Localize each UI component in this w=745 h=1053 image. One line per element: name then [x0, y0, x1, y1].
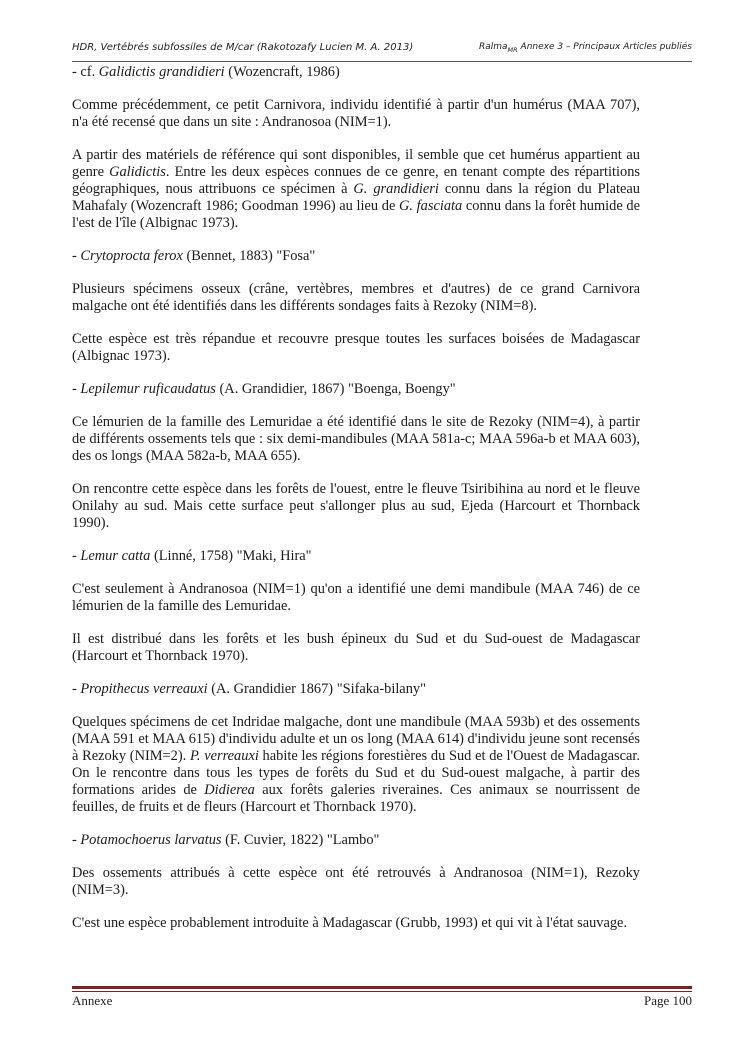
paragraph — [72, 331, 640, 365]
text-run: (A. Grandidier, 1867) "Boenga, Boengy" — [215, 381, 456, 397]
text-run: Plusieurs spécimens osseux (crâne, vertèbres, membres et d'autres) de ce grand Carnivora malgache ont été identifiés dans les différents sondages faits à Rezoky (NIM=8). — [72, 281, 640, 314]
footer-label: Annexe — [72, 993, 113, 1008]
document-body — [72, 64, 640, 932]
text-run: connu dans la région du Plateau Mahafaly (Wozencraft 1986; Goodman 1996) au lieu de — [72, 181, 640, 214]
text-run: (Bennet, 1883) "Fosa" — [182, 248, 316, 264]
italic-run: Galidictis — [109, 164, 166, 180]
text-run: (A. Grandidier 1867) "Sifaka-bilany" — [207, 681, 426, 697]
paragraph — [72, 631, 640, 665]
species-heading — [72, 248, 640, 265]
text-run: Cette espèce est très répandue et recouvre presque toutes les surfaces boisées de Madagascar (Albignac 1973). — [72, 331, 640, 364]
text-run: Comme précédemment, ce petit Carnivora, individu identifié à partir d'un humérus (MAA 707), n'a été recensé que dans un site : Andranosoa (NIM=1). — [72, 97, 640, 130]
page-header — [72, 42, 692, 58]
header-title: HDR, Vertébrés subfossiles de M/car (Rakotozafy Lucien M. A. 2013) — [72, 42, 414, 53]
species-heading — [72, 64, 640, 81]
italic-run: G. grandidieri — [353, 181, 439, 197]
paragraph — [72, 481, 640, 532]
text-run: C'est seulement à Andranosoa (NIM=1) qu'on a identifié une demi mandibule (MAA 746) de ce lémurien de la famille des Lemuridae. — [72, 581, 640, 614]
paragraph — [72, 865, 640, 899]
italic-run: Didierea — [204, 782, 255, 798]
paragraph — [72, 714, 640, 816]
species-heading — [72, 381, 640, 398]
text-run: - — [72, 832, 81, 848]
italic-run: Crytoprocta ferox — [80, 248, 183, 264]
text-run: Il est distribué dans les forêts et les bush épineux du Sud et du Sud-ouest de Madagascar (Harcourt et Thornback 1970). — [72, 631, 640, 664]
text-run: - — [72, 548, 81, 564]
page-number: Page 100 — [643, 993, 692, 1008]
page-footer — [72, 993, 692, 1011]
paragraph — [72, 414, 640, 465]
paragraph — [72, 581, 640, 615]
footer-divider-thick — [72, 986, 692, 989]
text-run: connu dans la forêt humide de l'est de l'île (Albignac 1973). — [72, 198, 641, 231]
species-heading — [72, 548, 640, 565]
text-run: . Entre les deux espèces connues de ce genre, en tenant compte des répartitions géographiques, nous attribuons ce spécimen à — [72, 164, 641, 197]
italic-run: P. verreauxi — [189, 748, 259, 764]
text-run: Ce lémurien de la famille des Lemuridae a été identifié dans le site de Rezoky (NIM=4), à partir de différents ossements tels que : six demi-mandibules (MAA 581a-c; MAA 596a-b et MAA 603), des os longs (MAA 582a-b, MAA 655). — [72, 414, 640, 464]
paragraph — [72, 97, 640, 131]
text-run: Quelques spécimens de cet Indridae malgache, dont une mandibule (MAA 593b) et des ossements (MAA 591 et MAA 615) d'individu adulte et un os long (MAA 614) d'individu jeune sont recensés à Rezoky (NIM=2). — [72, 714, 640, 764]
text-run: - — [72, 681, 81, 697]
italic-run: Propithecus verreauxi — [80, 681, 208, 697]
text-run: - — [72, 381, 81, 397]
paragraph — [72, 915, 640, 932]
text-run: (F. Cuvier, 1822) "Lambo" — [221, 832, 380, 848]
text-run: A partir des matériels de référence qui sont disponibles, il semble que cet humérus appartient au genre — [72, 147, 640, 180]
italic-run: G. fasciata — [399, 198, 463, 214]
text-run: habite les régions forestières du Sud et de l'Ouest de Madagascar. On le rencontre dans tous les types de forêts du Sud et du Sud-ouest malgache, à partir des formations arides de — [72, 748, 640, 798]
italic-run: Lemur catta — [80, 548, 151, 564]
italic-run: Potamochoerus larvatus — [80, 832, 222, 848]
footer-divider-thin — [72, 991, 692, 992]
header-section-prefix: Ralma — [478, 42, 508, 52]
text-run: (Linné, 1758) "Maki, Hira" — [150, 548, 312, 564]
header-section-sub: MR — [507, 46, 518, 54]
text-run: Des ossements attribués à cette espèce ont été retrouvés à Andranosoa (NIM=1), Rezoky (NIM=3). — [72, 865, 640, 898]
text-run: C'est une espèce probablement introduite à Madagascar (Grubb, 1993) et qui vit à l'état sauvage. — [72, 915, 628, 931]
italic-run: Galidictis grandidieri — [98, 64, 225, 80]
species-heading — [72, 681, 640, 698]
header-divider — [72, 61, 692, 62]
header-section-suffix: Annexe 3 – Principaux Articles publiés — [517, 42, 692, 52]
text-run: On rencontre cette espèce dans les forêts de l'ouest, entre le fleuve Tsiribihina au nord et le fleuve Onilahy au sud. Mais cette surface peut s'allonger plus au sud, Ejeda (Harcourt et Thornback 1990). — [72, 481, 640, 531]
text-run: (Wozencraft, 1986) — [224, 64, 340, 80]
species-heading — [72, 832, 640, 849]
paragraph — [72, 147, 640, 232]
text-run: aux forêts galeries riveraines. Ces animaux se nourrissent de feuilles, de fruits et de fleurs (Harcourt et Thornback 1970). — [72, 782, 640, 815]
paragraph — [72, 281, 640, 315]
text-run: - — [72, 248, 81, 264]
header-section — [479, 42, 692, 54]
italic-run: Lepilemur ruficaudatus — [80, 381, 216, 397]
text-run: - cf. — [72, 64, 99, 80]
